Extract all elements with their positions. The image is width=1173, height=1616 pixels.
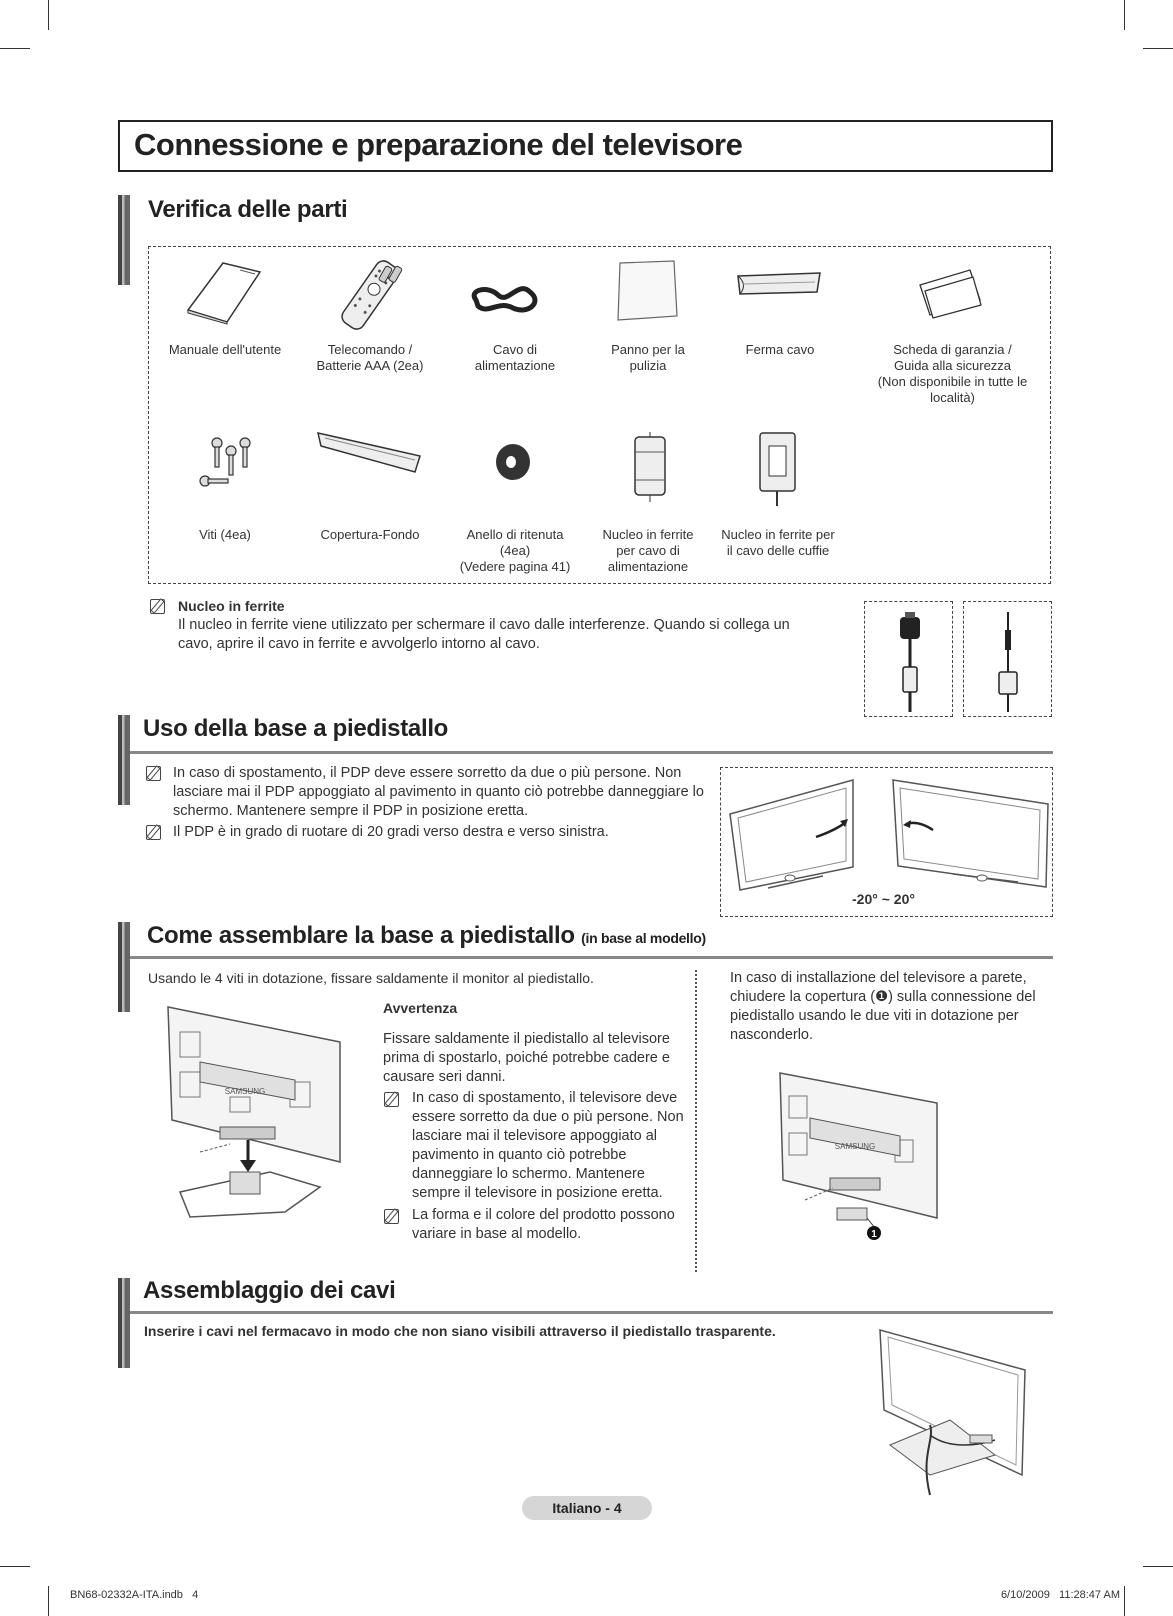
warranty-card-icon xyxy=(915,265,985,320)
cloth-icon xyxy=(612,258,682,323)
part-label: Nucleo in ferrite per cavo di alimentazione xyxy=(602,527,694,574)
note-icon xyxy=(150,599,165,614)
warning-title: Avvertenza xyxy=(383,1000,458,1016)
cable-holder-icon xyxy=(735,268,825,303)
power-cord-icon xyxy=(468,280,548,320)
rotation-illustration xyxy=(728,772,1048,892)
part-label: Nucleo in ferrite per il cavo delle cuffie xyxy=(721,527,835,558)
section-rule xyxy=(130,956,1053,959)
holder-ring-icon xyxy=(493,442,533,482)
crop-mark xyxy=(0,48,30,49)
section-marker xyxy=(118,195,130,285)
section-title-assemble xyxy=(147,922,706,950)
cables-text: Inserire i cavi nel fermacavo in modo che non siano visibili attraverso il piedistallo trasparente. xyxy=(144,1323,776,1339)
section-marker xyxy=(118,715,130,805)
page-title: Connessione e preparazione del televisore xyxy=(118,120,1053,172)
stand-note-2: Il PDP è in grado di ruotare di 20 gradi verso destra e verso sinistra. xyxy=(173,824,609,840)
stand-assembly-illustration xyxy=(160,1002,350,1237)
part-label: Anello di ritenuta (4ea) (Vedere pagina 41) xyxy=(459,527,571,574)
section-marker xyxy=(118,922,130,1012)
assemble-note-2: La forma e il colore del prodotto possono variare in base al modello. xyxy=(412,1207,675,1242)
ferrite-power-cable-illustration xyxy=(895,612,925,712)
section-title-parts: Verifica delle parti xyxy=(148,196,348,223)
wall-mount-text: In caso di installazione del televisore a parete, chiudere la copertura (❶) sulla connessione del piedistallo usando le due viti in dotazione per nasconderlo. xyxy=(730,970,1036,1043)
part-label: Ferma cavo xyxy=(745,342,815,357)
section-title-cables: Assemblaggio dei cavi xyxy=(143,1277,396,1304)
stand-note-1: In caso di spostamento, il PDP deve essere sorretto da due o più persone. Non lasciare mai il PDP appoggiato al pavimento in quanto ciò potrebbe danneggiare lo schermo. Mantenere sempre il PDP in posizione eretta. xyxy=(173,765,704,819)
wall-cover-illustration xyxy=(775,1068,945,1243)
screws-icon xyxy=(195,435,260,495)
note-icon xyxy=(146,766,161,781)
part-label: Telecomando / Batterie AAA (2ea) xyxy=(316,342,424,373)
section-title-stand: Uso della base a piedistallo xyxy=(143,715,449,742)
svg-text:1: 1 xyxy=(871,1229,877,1240)
section-rule xyxy=(130,751,1053,754)
ferrite-note-title: Nucleo in ferrite xyxy=(178,598,285,614)
assemble-note-1: In caso di spostamento, il televisore deve essere sorretto da due o più persone. Non lasciare mai il televisore appoggiato al pavimento in quanto ciò potrebbe danneggiare lo schermo. Mantenere sempre il televisore in posizione eretta. xyxy=(412,1090,684,1201)
part-label: Scheda di garanzia / Guida alla sicurezza (Non disponibile in tutte le località) xyxy=(877,342,1028,405)
column-divider xyxy=(695,970,697,1272)
ferrite-core-power-icon xyxy=(630,432,670,502)
crop-mark xyxy=(1143,48,1173,49)
footer-date: 6/10/2009 11:28:47 AM xyxy=(1000,1589,1120,1601)
part-label: Copertura-Fondo xyxy=(320,527,420,542)
assemble-intro: Usando le 4 viti in dotazione, fissare saldamente il monitor al piedistallo. xyxy=(148,970,594,986)
assemble-title-suffix: (in base al modello) xyxy=(581,930,706,946)
crop-mark xyxy=(1124,1586,1125,1616)
warning-text: Fissare saldamente il piedistallo al televisore prima di spostarlo, poiché potrebbe cadere e causare seri danni. xyxy=(383,1031,670,1085)
part-label: Manuale dell'utente xyxy=(168,342,282,357)
ferrite-note-text: Il nucleo in ferrite viene utilizzato per schermare il cavo dalle interferenze. Quando si collega un cavo, aprire il cavo in ferrite e avvolgerlo intorno al cavo. xyxy=(178,617,790,652)
crop-mark xyxy=(1143,1566,1173,1567)
section-rule xyxy=(130,1311,1053,1314)
crop-mark xyxy=(48,0,49,30)
note-icon xyxy=(384,1209,399,1224)
page-number: Italiano - 4 xyxy=(522,1496,652,1520)
crop-mark xyxy=(48,1586,49,1616)
rotation-label: -20° ~ 20° xyxy=(852,891,915,907)
remote-icon xyxy=(330,258,410,333)
cable-routing-illustration xyxy=(870,1325,1030,1495)
manual-icon xyxy=(185,260,265,325)
note-icon xyxy=(146,825,161,840)
part-label: Viti (4ea) xyxy=(199,527,251,542)
cover-bottom-icon xyxy=(315,428,425,478)
ferrite-headphone-cable-illustration xyxy=(993,612,1023,712)
footer-file: BN68-02332A-ITA.indb 4 xyxy=(70,1589,199,1601)
crop-mark xyxy=(1124,0,1125,30)
crop-mark xyxy=(0,1566,30,1567)
note-icon xyxy=(384,1092,399,1107)
brand-label: SAMSUNG xyxy=(224,1087,266,1096)
assemble-title: Come assemblare la base a piedistallo xyxy=(147,922,575,949)
part-label: Cavo di alimentazione xyxy=(474,342,556,373)
section-marker xyxy=(118,1278,130,1368)
part-label: Panno per la pulizia xyxy=(611,342,685,373)
ferrite-core-headphone-icon xyxy=(755,428,800,508)
brand-label: SAMSUNG xyxy=(834,1142,876,1151)
